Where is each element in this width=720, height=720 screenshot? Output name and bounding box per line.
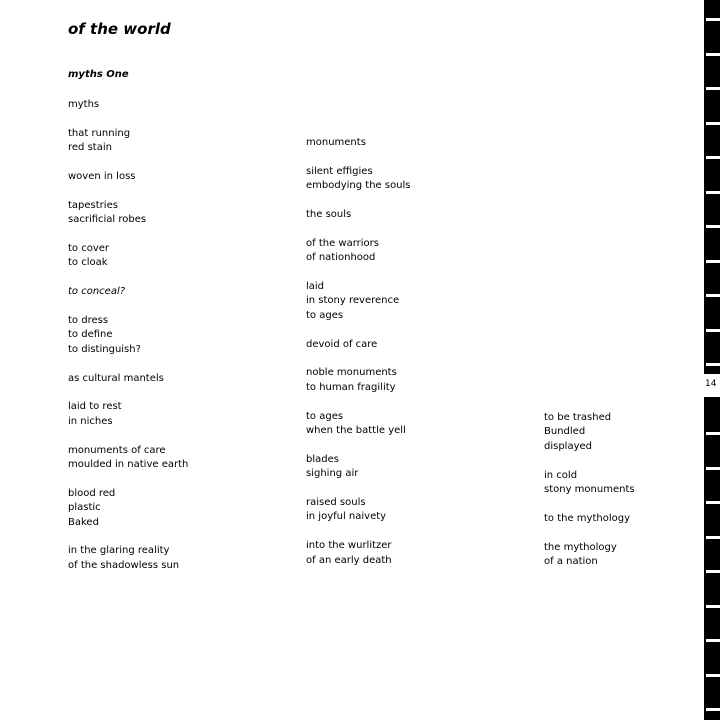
poem-line: devoid of care bbox=[306, 338, 378, 350]
edge-tab-gap bbox=[706, 501, 720, 504]
stanza bbox=[68, 127, 278, 156]
poem-line: monuments of care bbox=[68, 444, 166, 456]
poem-subtitle: myths One bbox=[68, 69, 129, 80]
edge-tab-gap bbox=[706, 570, 720, 573]
stanza bbox=[68, 199, 278, 228]
poem-line: in joyful naivety bbox=[306, 511, 387, 523]
stanza bbox=[68, 242, 278, 271]
poem-line: of an early death bbox=[306, 554, 392, 566]
stanza bbox=[544, 541, 720, 570]
poem-line: to distinguish? bbox=[68, 343, 141, 355]
edge-tab-gap bbox=[706, 122, 720, 125]
poem-line: to conceal? bbox=[68, 286, 126, 298]
poem-line: of a nation bbox=[544, 556, 598, 568]
poem-line: of the warriors bbox=[306, 237, 379, 249]
poem-line: in niches bbox=[68, 415, 113, 427]
stanza bbox=[306, 208, 516, 222]
poem-line: silent effigies bbox=[306, 165, 373, 177]
poem-line: to the mythology bbox=[544, 512, 631, 524]
poem-line: the souls bbox=[306, 209, 352, 220]
poem-line: to ages bbox=[306, 309, 344, 321]
poem-line: that running bbox=[68, 127, 131, 139]
poem-line: stony monuments bbox=[544, 484, 635, 496]
edge-tab-gap bbox=[706, 225, 720, 228]
poem-line: laid to rest bbox=[68, 401, 122, 413]
poem-line: noble monuments bbox=[306, 367, 397, 379]
stanza bbox=[68, 444, 278, 473]
poem-line: sacrificial robes bbox=[68, 214, 147, 226]
poem-line: tapestries bbox=[68, 199, 118, 211]
edge-tab-gap bbox=[706, 329, 720, 332]
poem-line: Bundled bbox=[544, 426, 586, 438]
poem-line: to be trashed bbox=[544, 412, 612, 423]
poem-line: into the wurlitzer bbox=[306, 540, 392, 552]
poem-line: displayed bbox=[544, 440, 593, 452]
poem-line: woven in loss bbox=[68, 171, 136, 182]
stanza bbox=[68, 400, 278, 429]
poem-line: Baked bbox=[68, 516, 99, 528]
poem-line: to cover bbox=[68, 243, 110, 254]
stanza bbox=[306, 280, 516, 323]
poem-line: of the shadowless sun bbox=[68, 559, 180, 571]
stanza bbox=[68, 314, 278, 357]
stanza bbox=[68, 170, 278, 184]
poem-line: to dress bbox=[68, 315, 109, 326]
page-title: of the world bbox=[68, 20, 171, 38]
poem-column-1 bbox=[68, 98, 278, 588]
stanza bbox=[544, 512, 720, 526]
poem-line: in stony reverence bbox=[306, 295, 400, 307]
poem-column-3 bbox=[544, 411, 720, 584]
edge-tab-gap bbox=[706, 432, 720, 435]
poem-column-2 bbox=[306, 136, 516, 582]
page-number: 14 bbox=[705, 379, 717, 389]
poem-line: when the battle yell bbox=[306, 425, 406, 437]
edge-tab-gap bbox=[706, 363, 720, 366]
stanza bbox=[68, 544, 278, 573]
poem-line: red stain bbox=[68, 142, 112, 154]
edge-tab-gap bbox=[706, 674, 720, 677]
stanza bbox=[306, 237, 516, 266]
poem-line: moulded in native earth bbox=[68, 459, 189, 471]
poem-line: monuments bbox=[306, 137, 366, 148]
edge-tab-gap bbox=[706, 708, 720, 711]
stanza bbox=[306, 496, 516, 525]
stanza bbox=[306, 453, 516, 482]
edge-tab-gap bbox=[706, 191, 720, 194]
poem-line: to human fragility bbox=[306, 381, 396, 393]
edge-tab-gap bbox=[706, 536, 720, 539]
poem-line: of nationhood bbox=[306, 252, 376, 264]
stanza bbox=[68, 487, 278, 530]
stanza bbox=[306, 539, 516, 568]
edge-tab-gap bbox=[706, 294, 720, 297]
poem-line: to define bbox=[68, 329, 113, 341]
edge-tab-gap bbox=[706, 639, 720, 642]
poem-line: to cloak bbox=[68, 257, 108, 269]
stanza bbox=[544, 469, 720, 498]
stanza bbox=[68, 285, 278, 299]
edge-tab-gap bbox=[706, 18, 720, 21]
page-edge-tabs bbox=[704, 0, 720, 720]
poem-line: blood red bbox=[68, 487, 116, 499]
poem-line: in the glaring reality bbox=[68, 545, 170, 557]
poem-line: sighing air bbox=[306, 468, 359, 480]
poem-line: raised souls bbox=[306, 497, 366, 509]
stanza bbox=[544, 411, 720, 454]
poem-line: the mythology bbox=[544, 541, 617, 553]
poem-line: laid bbox=[306, 281, 325, 292]
stanza bbox=[68, 98, 278, 112]
edge-tab-gap bbox=[706, 53, 720, 56]
poem-line: embodying the souls bbox=[306, 180, 411, 192]
stanza bbox=[306, 165, 516, 194]
stanza bbox=[306, 410, 516, 439]
stanza bbox=[306, 136, 516, 150]
stanza bbox=[306, 366, 516, 395]
poem-line: as cultural mantels bbox=[68, 372, 164, 384]
stanza bbox=[68, 372, 278, 386]
edge-tab-gap bbox=[706, 260, 720, 263]
poem-line: to ages bbox=[306, 410, 344, 422]
edge-tab-gap bbox=[706, 467, 720, 470]
edge-tab-gap bbox=[706, 156, 720, 159]
poem-line: myths bbox=[68, 99, 100, 110]
stanza bbox=[306, 338, 516, 352]
poem-line: plastic bbox=[68, 502, 101, 514]
poem-line: blades bbox=[306, 453, 339, 465]
poem-line: in cold bbox=[544, 469, 578, 481]
edge-tab-gap bbox=[706, 605, 720, 608]
edge-tab-gap bbox=[706, 87, 720, 90]
